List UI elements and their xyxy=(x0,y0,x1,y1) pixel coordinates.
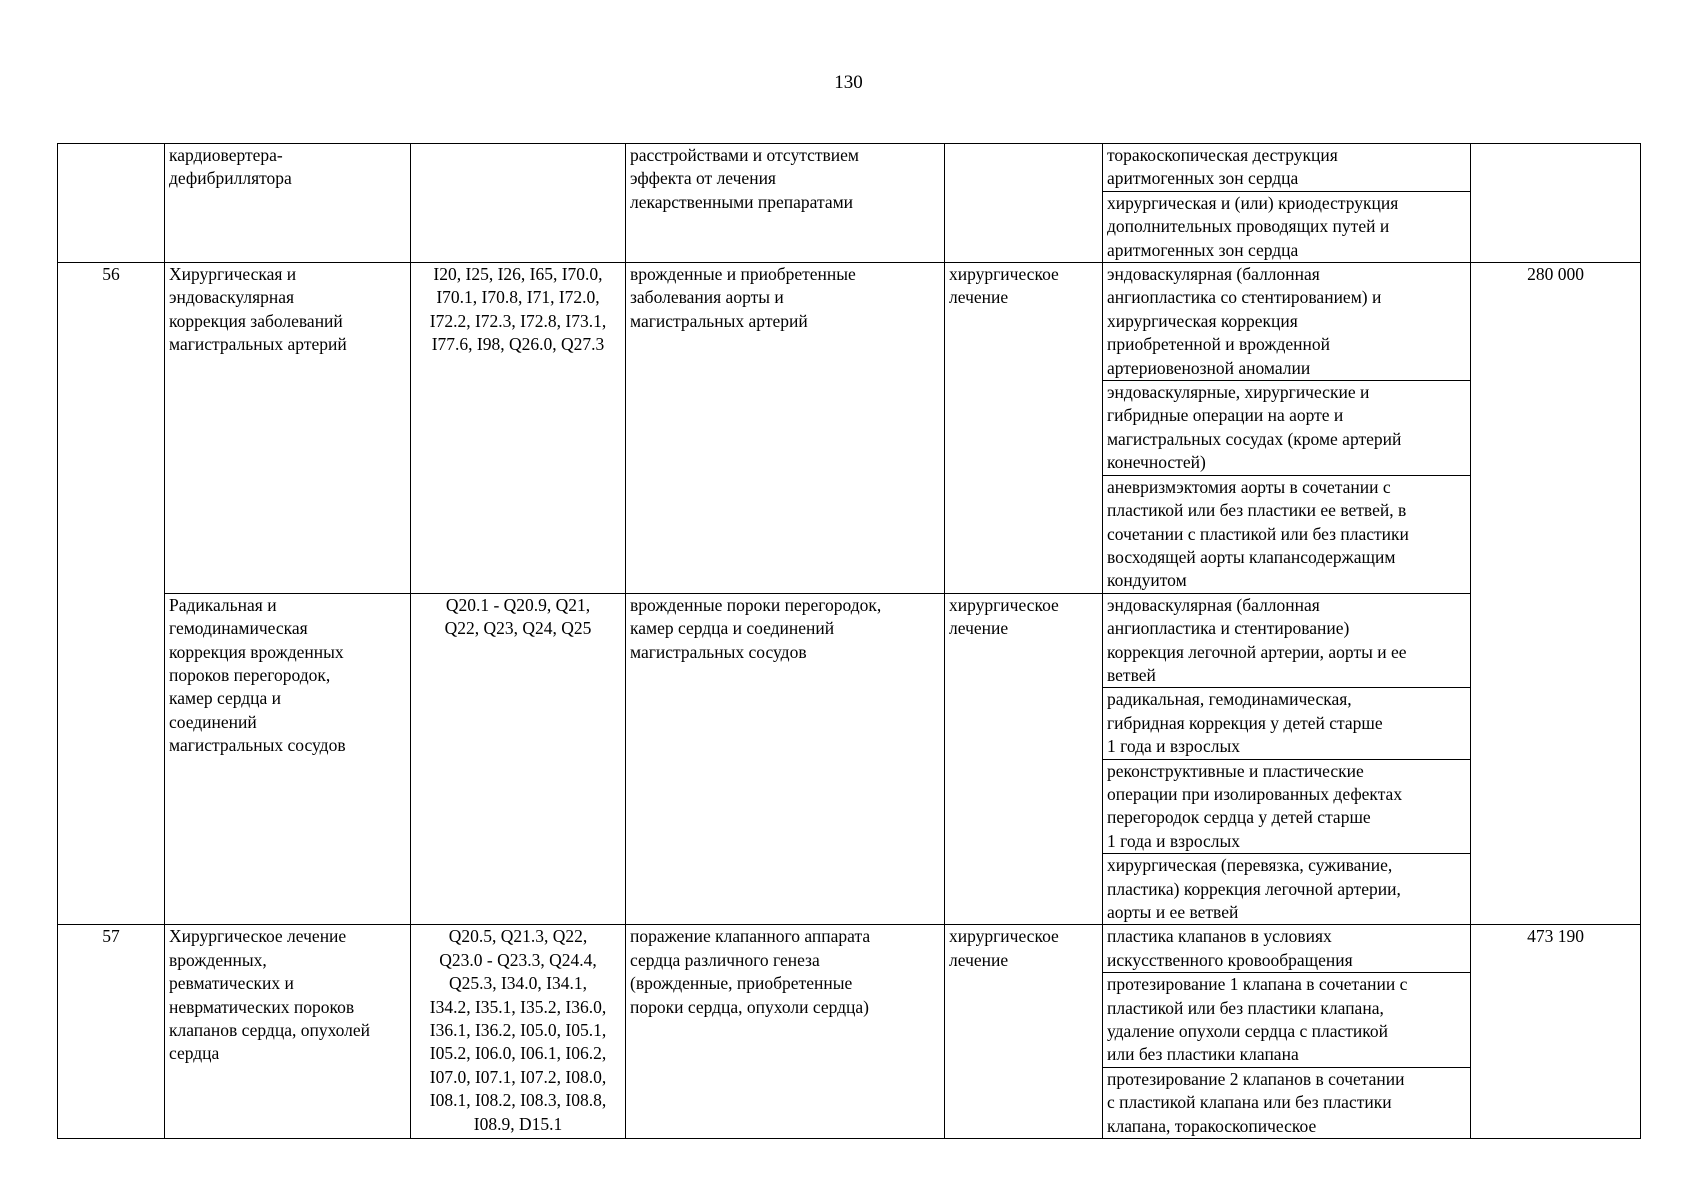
treatment-type: хирургическое лечение xyxy=(945,593,1103,925)
treatment-method: аневризмэктомия аорты в сочетании с пластикой или без пластики ее ветвей, в сочетании с пластикой или без пластики восходящей аорты клапансодержащим кондуитом xyxy=(1103,475,1471,593)
treatment-method: торакоскопическая деструкция аритмогенных зон сердца xyxy=(1103,144,1471,192)
treatment-method: пластика клапанов в условиях искусственного кровообращения xyxy=(1103,925,1471,973)
treatment-type: хирургическое лечение xyxy=(945,925,1103,1139)
treatment-type: хирургическое лечение xyxy=(945,263,1103,594)
treatment-method: протезирование 2 клапанов в сочетании с пластикой клапана или без пластики клапана, торакоскопическое xyxy=(1103,1067,1471,1138)
icd-codes: Q20.1 - Q20.9, Q21, Q22, Q23, Q24, Q25 xyxy=(411,593,626,925)
icd-codes xyxy=(411,144,626,263)
patient-model: врожденные и приобретенные заболевания аорты и магистральных артерий xyxy=(626,263,945,594)
table-row xyxy=(58,593,1641,688)
treatment-method: эндоваскулярная (баллонная ангиопластика со стентированием) и хирургическая коррекция приобретенной и врожденной артериовенозной аномалии xyxy=(1103,263,1471,381)
treatment-method: радикальная, гемодинамическая, гибридная коррекция у детей старше 1 года и взрослых xyxy=(1103,688,1471,759)
patient-model: врожденные пороки перегородок, камер сердца и соединений магистральных сосудов xyxy=(626,593,945,925)
patient-model: поражение клапанного аппарата сердца различного генеза (врожденные, приобретенные пороки сердца, опухоли сердца) xyxy=(626,925,945,1139)
table-row xyxy=(58,144,1641,192)
row-number: 57 xyxy=(58,925,165,1139)
table-row xyxy=(58,263,1641,381)
cost-value: 473 190 xyxy=(1471,925,1641,1139)
treatment-method: хирургическая и (или) криодеструкция дополнительных проводящих путей и аритмогенных зон сердца xyxy=(1103,191,1471,262)
cost-value xyxy=(1471,144,1641,263)
icd-codes: I20, I25, I26, I65, I70.0, I70.1, I70.8, I71, I72.0, I72.2, I72.3, I72.8, I73.1, I77.6, I98, Q26.0, Q27.3 xyxy=(411,263,626,594)
care-name: Хирургическая и эндоваскулярная коррекция заболеваний магистральных артерий xyxy=(165,263,411,594)
table-row xyxy=(58,925,1641,973)
treatment-method: реконструктивные и пластические операции при изолированных дефектах перегородок сердца у детей старше 1 года и взрослых xyxy=(1103,759,1471,854)
row-number: 56 xyxy=(58,263,165,925)
hmp-table xyxy=(57,143,1641,1139)
treatment-method: хирургическая (перевязка, суживание, пластика) коррекция легочной артерии, аорты и ее ветвей xyxy=(1103,854,1471,925)
treatment-method: эндоваскулярная (баллонная ангиопластика и стентирование) коррекция легочной артерии, аорты и ее ветвей xyxy=(1103,593,1471,688)
care-name: Хирургическое лечение врожденных, ревматических и неврматических пороков клапанов сердца, опухолей сердца xyxy=(165,925,411,1139)
patient-model: расстройствами и отсутствием эффекта от лечения лекарственными препаратами xyxy=(626,144,945,263)
row-number xyxy=(58,144,165,263)
treatment-type xyxy=(945,144,1103,263)
treatment-method: эндоваскулярные, хирургические и гибридные операции на аорте и магистральных сосудах (кроме артерий конечностей) xyxy=(1103,381,1471,476)
page-number: 130 xyxy=(834,72,863,93)
cost-value: 280 000 xyxy=(1471,263,1641,925)
icd-codes: Q20.5, Q21.3, Q22, Q23.0 - Q23.3, Q24.4, Q25.3, I34.0, I34.1, I34.2, I35.1, I35.2, I36.0, I36.1, I36.2, I05.0, I05.1, I05.2, I06.0, I06.1, I06.2, I07.0, I07.1, I07.2, I08.0, I08.1, I08.2, I08.3, I08.8, I08.9, D15.1 xyxy=(411,925,626,1139)
treatment-method: протезирование 1 клапана в сочетании с пластикой или без пластики клапана, удаление опухоли сердца с пластикой или без пластики клапана xyxy=(1103,973,1471,1068)
care-name: Радикальная и гемодинамическая коррекция врожденных пороков перегородок, камер сердца и соединений магистральных сосудов xyxy=(165,593,411,925)
care-name: кардиовертера- дефибриллятора xyxy=(165,144,411,263)
